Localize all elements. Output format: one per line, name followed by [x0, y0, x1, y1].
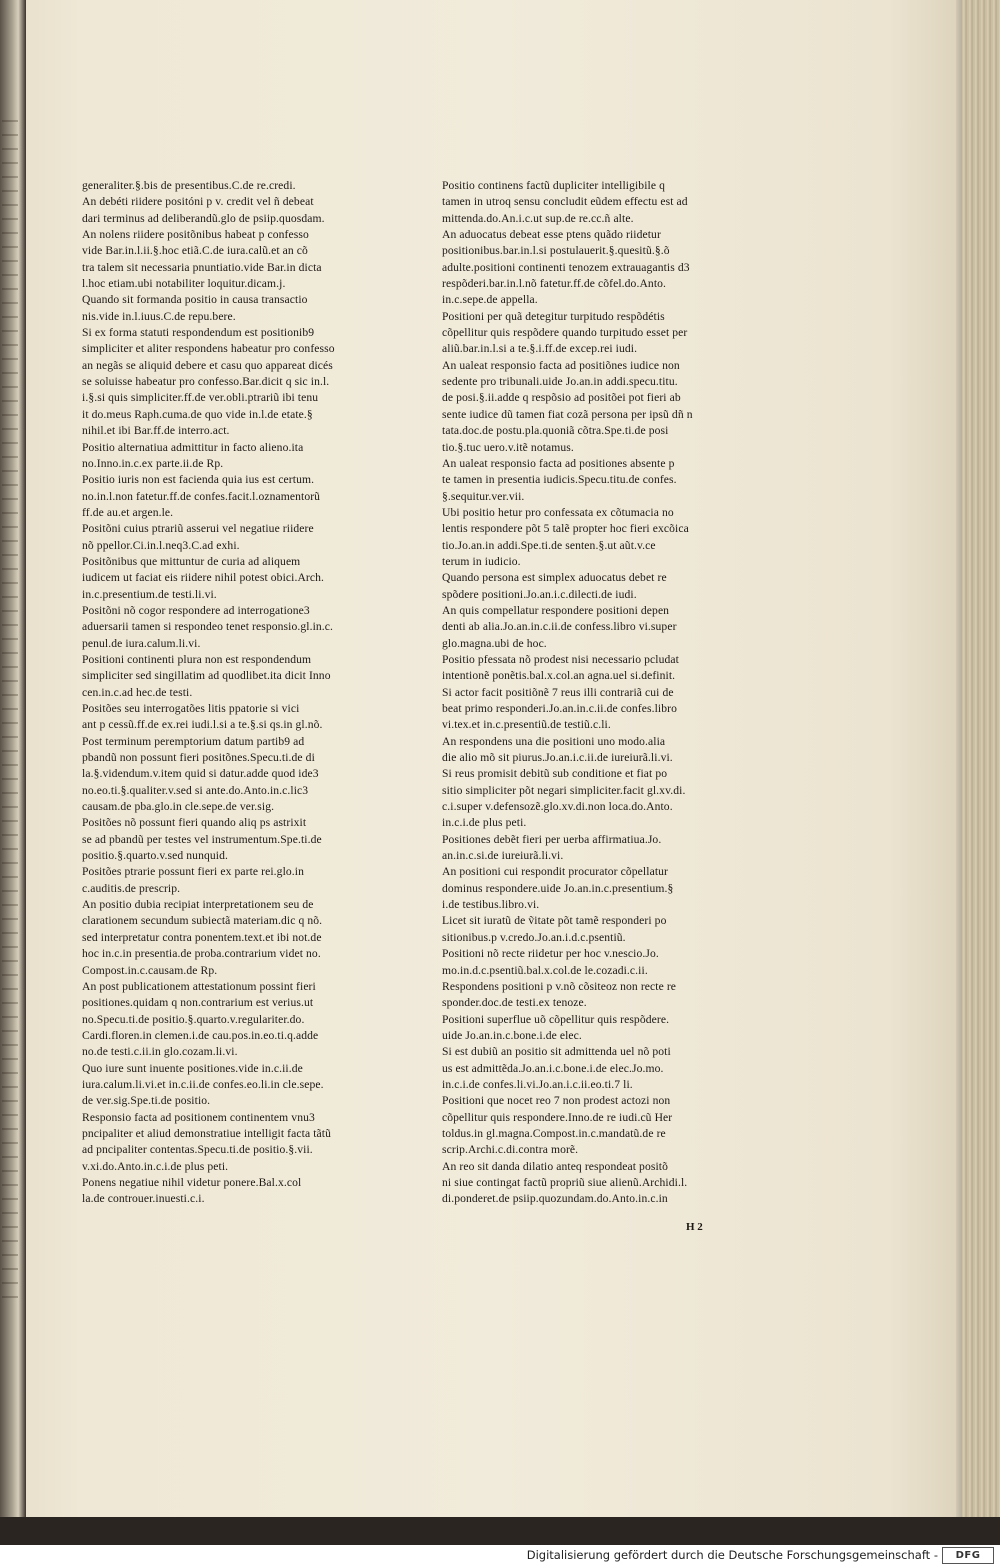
text-line: hoc in.c.in presentia.de proba.contrarium videt no.: [82, 947, 321, 961]
text-line: c.auditis.de prescrip.: [82, 881, 181, 895]
text-line: vide Bar.in.l.ii.§.hoc etiã.C.de iura.calũ.et an cõ: [82, 244, 308, 258]
text-line: se ad pbandũ per testes vel instrumentum.Spe.ti.de: [82, 832, 322, 846]
text-line: tio.§.tuc uero.v.itẽ notamus.: [442, 440, 574, 454]
text-line: no.eo.ti.§.qualiter.v.sed si ante.do.Anto.in.c.lic3: [82, 783, 309, 797]
footer-credit: Digitalisierung gefördert durch die Deutsche Forschungsgemeinschaft -: [526, 1548, 938, 1562]
text-line: sitionibus.p v.credo.Jo.an.i.d.c.psentiũ.: [442, 930, 626, 944]
text-line: in.c.sepe.de appella.: [442, 293, 538, 307]
text-line: Si est dubiũ an positio sit admittenda uel nõ poti: [442, 1045, 671, 1059]
text-line: i.de testibus.libro.vi.: [442, 898, 540, 912]
text-line: Ponens negatiue nihil videtur ponere.Bal.x.col: [82, 1175, 302, 1189]
text-line: an negãs se aliquid debere et casu quo appareat dicés: [82, 358, 333, 372]
text-line: de posi.§.ii.adde q respõsio ad positõei pot fieri ab: [442, 391, 681, 405]
text-line: Licet sit iuratũ de ṽitate põt tamẽ responderi po: [442, 914, 667, 928]
text-line: Positiones debẽt fieri per uerba affirmatiua.Jo.: [442, 832, 662, 846]
text-line: us est admittẽda.Jo.an.i.c.bone.i.de elec.Jo.mo.: [442, 1061, 664, 1075]
text-line: an.in.c.si.de iureiurã.li.vi.: [442, 849, 564, 863]
text-line: Positõni nõ cogor respondere ad interrogatione3: [82, 603, 310, 617]
text-line: scrip.Archi.c.di.contra morẽ.: [442, 1143, 579, 1157]
text-line: dominus respondere.uide Jo.an.in.c.presentium.§: [442, 881, 674, 895]
text-line: no.de testi.c.ii.in glo.cozam.li.vi.: [82, 1045, 238, 1059]
text-line: An ualeat responsio facta ad positiõnes iudice non: [442, 358, 680, 372]
text-line: ad pncipaliter contentas.Specu.ti.de positio.§.vii.: [82, 1143, 313, 1157]
text-line: spõdere positioni.Jo.an.i.c.dilecti.de iudi.: [442, 587, 637, 601]
text-line: Positio pfessata nõ prodest nisi necessario pcludat: [442, 652, 679, 666]
text-line: Quo iure sunt inuente positiones.vide in.c.ii.de: [82, 1061, 303, 1075]
text-line: Positões nõ possunt fieri quando aliq ps astrixit: [82, 816, 307, 830]
text-line: die alio mõ sit piurus.Jo.an.i.c.ii.de iureiurã.li.vi.: [442, 751, 673, 765]
text-line: v.xi.do.Anto.in.c.i.de plus peti.: [82, 1159, 229, 1173]
text-line: sponder.doc.de testi.ex tenoze.: [442, 996, 587, 1010]
text-line: Ubi positio hetur pro confessata ex cõtumacia no: [442, 505, 674, 519]
text-line: An post publicationem attestationum possint fieri: [82, 979, 316, 993]
text-line: Positioni continenti plura non est respondendum: [82, 652, 312, 666]
text-line: toldus.in gl.magna.Compost.in.c.mandatũ.de re: [442, 1126, 666, 1140]
text-line: denti ab alia.Jo.an.in.c.ii.de confess.libro vi.super: [442, 620, 677, 634]
text-line: sed interpretatur contra ponentem.text.et ibi not.de: [82, 930, 322, 944]
text-line: ni siue contingat factũ propriũ siue alienũ.Archidi.l.: [442, 1175, 688, 1189]
text-line: no.Inno.in.c.ex parte.ii.de Rp.: [82, 456, 224, 470]
text-line: in.c.presentium.de testi.li.vi.: [82, 587, 217, 601]
text-line: tamen in utroq sensu concludit eũdem effectu est ad: [442, 195, 688, 209]
text-line: sente iudice dũ tamen fiat cozã persona per ipsũ dñ n: [442, 407, 693, 421]
fore-edge: [962, 0, 1000, 1545]
text-line: in.c.i.de confes.li.vi.Jo.an.i.c.ii.eo.ti.7 li.: [442, 1077, 633, 1091]
text-line: no.Specu.ti.de positio.§.quarto.v.regulariter.do.: [82, 1012, 305, 1026]
text-line: simpliciter et aliter respondens habeatur pro confesso: [82, 342, 335, 356]
text-line: glo.magna.ubi de hoc.: [442, 636, 547, 650]
text-line: positio.§.quarto.v.sed nunquid.: [82, 849, 228, 863]
text-line: Positioni superflue uõ cõpellitur quis respõdere.: [442, 1012, 670, 1026]
text-line: iura.calum.li.vi.et in.c.ii.de confes.eo.li.in cle.sepe.: [82, 1077, 324, 1091]
text-line: causam.de pba.glo.in cle.sepe.de ver.sig.: [82, 800, 275, 814]
text-line: Cardi.floren.in clemen.i.de cau.pos.in.eo.ti.q.adde: [82, 1028, 319, 1042]
text-line: An ualeat responsio facta ad positiones absente p: [442, 456, 675, 470]
text-line: Quando sit formanda positio in causa transactio: [82, 293, 308, 307]
text-line: sitio simpliciter põt negari simpliciter.facit gl.xv.di.: [442, 783, 686, 797]
text-line: c.i.super v.defensozẽ.glo.xv.di.non loca.do.Anto.: [442, 800, 673, 814]
text-line: Si ex forma statuti respondendum est positionib9: [82, 326, 315, 340]
text-line: generaliter.§.bis de presentibus.C.de re.credi.: [82, 179, 296, 192]
text-line: it do.meus Raph.cuma.de quo vide in.l.de etate.§: [82, 407, 313, 421]
text-line: dari terminus ad deliberandũ.glo de psiip.quosdam.: [82, 211, 325, 225]
text-line: Si reus promisit debitũ sub conditione et fiat po: [442, 767, 668, 781]
text-line: simpliciter sed singillatim ad quodlibet.ita dicit Inno: [82, 669, 331, 683]
text-line: Post terminum peremptorium datum partib9 ad: [82, 734, 305, 748]
text-line: l.hoc etiam.ubi notabiliter loquitur.dicam.j.: [82, 277, 286, 291]
text-line: An aduocatus debeat esse ptens quãdo riidetur: [442, 228, 661, 242]
text-line: positionibus.bar.in.l.si postulauerit.§.quesitũ.§.õ: [442, 244, 670, 258]
text-line: An reo sit danda dilatio anteq respondeat positõ: [442, 1159, 668, 1173]
text-line: in.c.i.de plus peti.: [442, 816, 527, 830]
text-line: Respondens positioni p v.nõ cõsiteoz non recte re: [442, 979, 677, 993]
text-line: tra talem sit necessaria pnuntiatio.vide Bar.in dicta: [82, 260, 322, 274]
text-line: di.ponderet.de psiip.quozundam.do.Anto.in.c.in: [442, 1192, 668, 1206]
text-line: nis.vide in.l.iuus.C.de repu.bere.: [82, 309, 236, 323]
text-line: An debéti riidere positóni p v. credit vel ñ debeat: [82, 195, 314, 209]
text-line: Si actor facit positiõnẽ 7 reus illi contrariã cui de: [442, 685, 674, 699]
left-page-bleed: [2, 120, 18, 1300]
text-line: Positõnibus que mittuntur de curia ad aliquem: [82, 554, 301, 568]
text-line: nõ ppellor.Ci.in.l.neq3.C.ad exhi.: [82, 538, 240, 552]
text-line: Positio iuris non est facienda quia ius est certum.: [82, 473, 315, 487]
text-line: mittenda.do.An.i.c.ut sup.de re.cc.ñ alte.: [442, 211, 634, 225]
footer-bar: [0, 1545, 1000, 1567]
text-line: An respondens una die positioni uno modo.alia: [442, 734, 666, 748]
text-line: sedente pro tribunali.uide Jo.an.in addi.specu.titu.: [442, 375, 678, 389]
text-line: aliũ.bar.in.l.si a te.§.i.ff.de excep.rei iudi.: [442, 342, 638, 356]
text-line: An positio dubia recipiat interpretationem seu de: [82, 898, 314, 912]
text-line: An positioni cui respondit procurator cõpellatur: [442, 865, 668, 879]
text-line: pbandũ non possunt fieri positõnes.Specu.ti.de di: [82, 751, 315, 765]
text-line: de ver.sig.Spe.ti.de positio.: [82, 1094, 211, 1108]
signature-mark: H 2: [686, 1221, 703, 1233]
text-line: tio.Jo.an.in addi.Spe.ti.de senten.§.ut aũt.v.ce: [442, 538, 656, 552]
text-line: lentis respondere põt 5 talẽ propter hoc fieri excõica: [442, 522, 689, 536]
bottom-edge: [0, 1517, 1000, 1545]
left-text-column: [82, 178, 374, 1208]
text-line: adulte.positioni continenti tenozem extrauagantis d3: [442, 260, 690, 274]
text-line: Quando persona est simplex aduocatus debet re: [442, 571, 667, 585]
text-line: pncipaliter et aliud demonstratiue intelligit facta tãtũ: [82, 1126, 331, 1140]
text-line: mo.in.d.c.psentiũ.bal.x.col.de le.cozadi.c.ii.: [442, 963, 648, 977]
text-line: se soluisse habeatur pro confesso.Bar.dicit q sic in.l.: [82, 375, 330, 389]
text-line: Positio alternatiua admittitur in facto alieno.ita: [82, 440, 304, 454]
text-line: no.in.l.non fatetur.ff.de confes.facit.l.oznamentorũ: [82, 489, 321, 503]
text-line: Positões seu interrogatões litis ppatorie si vici: [82, 702, 300, 715]
text-line: cõpellitur quis respondere.Inno.de re iudi.cũ Her: [442, 1110, 673, 1124]
text-line: Positioni nõ recte riidetur per hoc v.nescio.Jo.: [442, 947, 659, 961]
text-line: Positioni que nocet reo 7 non prodest actozi non: [442, 1094, 671, 1108]
text-line: nihil.et ibi Bar.ff.de interro.act.: [82, 424, 230, 438]
text-line: Positioni per quã detegitur turpitudo respõdétis: [442, 309, 665, 323]
text-line: An quis compellatur respondere positioni depen: [442, 603, 670, 617]
text-line: Compost.in.c.causam.de Rp.: [82, 963, 218, 977]
text-line: ant p cessũ.ff.de ex.rei iudi.l.si a te.§.si qs.in gl.nõ.: [82, 718, 323, 732]
text-line: terum in iudicio.: [442, 554, 521, 568]
text-line: positiones.quidam q non.contrarium est verius.ut: [82, 996, 314, 1010]
text-line: te tamen in presentia iudicis.Specu.titu.de confes.: [442, 473, 677, 487]
text-line: Positio continens factũ dupliciter intelligibile q: [442, 179, 665, 192]
text-line: uide Jo.an.in.c.bone.i.de elec.: [442, 1028, 582, 1042]
text-line: Responsio facta ad positionem continentem vnu3: [82, 1110, 315, 1124]
text-line: beat primo responderi.Jo.an.in.c.ii.de confes.libro: [442, 702, 677, 715]
text-line: clarationem secundum subiectã materiam.dic q nõ.: [82, 914, 323, 928]
text-line: cen.in.c.ad hec.de testi.: [82, 685, 193, 699]
text-line: aduersarii tamen si respondeo tenet responsio.gl.in.c.: [82, 620, 334, 634]
text-line: vi.tex.et in.c.presentiũ.de testiũ.c.li.: [442, 718, 611, 732]
text-line: tata.doc.de postu.pla.quoniã cõtra.Spe.ti.de posi: [442, 424, 669, 438]
text-line: la.de controuer.inuesti.c.i.: [82, 1192, 205, 1206]
dfg-logo[interactable]: DFG: [942, 1547, 994, 1564]
text-line: iudicem ut faciat eis riidere nihil potest obici.Arch.: [82, 571, 325, 585]
text-line: penul.de iura.calum.li.vi.: [82, 636, 201, 650]
text-line: la.§.videndum.v.item quid si datur.adde quod ide3: [82, 767, 319, 781]
text-line: Positõni cuius ptrariũ asserui vel negatiue riidere: [82, 522, 314, 536]
text-line: i.§.si quis simpliciter.ff.de ver.obli.ptrariũ ibi tenu: [82, 391, 319, 405]
right-text-column: [442, 178, 734, 1208]
text-line: §.sequitur.ver.vii.: [442, 489, 525, 503]
text-line: Positões ptrarie possunt fieri ex parte rei.glo.in: [82, 865, 305, 879]
text-line: cõpellitur quis respõdere quando turpitudo esset per: [442, 326, 688, 340]
text-line: respõderi.bar.in.l.nõ fatetur.ff.de cõfel.do.Anto.: [442, 277, 667, 291]
text-line: intentionẽ ponẽtis.bal.x.col.an agna.uel si.definit.: [442, 669, 676, 683]
text-line: An nolens riidere positõnibus habeat p confesso: [82, 228, 309, 242]
text-line: ff.de au.et argen.le.: [82, 505, 174, 519]
